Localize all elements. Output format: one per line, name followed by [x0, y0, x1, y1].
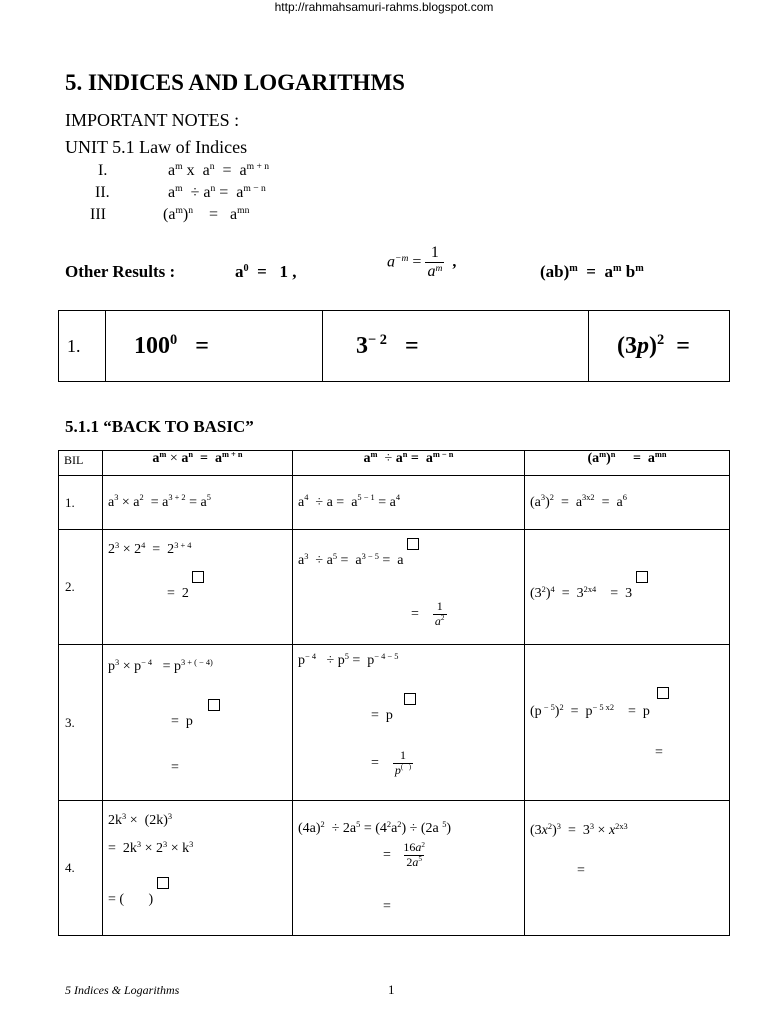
example-q1: $100^0$ =	[106, 311, 323, 382]
row-4-col2: $(4a)^2 \div 2a^5 = (4^2a^2) \div (2a$ $^5$) = $\frac{16a^2}{2a^5}$ =	[293, 801, 525, 936]
row-2-col3: $(3^2)^4 = 3^{2x4}$ = 3	[525, 530, 730, 645]
table-row	[59, 476, 730, 530]
law-1-num: I.	[98, 162, 108, 179]
footer-title: 5 Indices & Logarithms	[65, 983, 180, 997]
row-4-col3: $(3x^2)^3 = 3^3 \times x^{2x3}$ =	[525, 801, 730, 936]
header-bil: BIL	[59, 451, 103, 476]
row-1-col3: $(a^3)^2 = a^{3x2} = a^6$	[525, 476, 730, 530]
result-zero-power: $a^0 = 1$ ,	[235, 262, 297, 281]
example-table	[58, 310, 730, 382]
row-3-col3: (p $^{- 5})^2 = p^{- 5 x2}$ = p =	[525, 645, 730, 801]
header-col3: $(a^m)^n$ = $a^{mn}$	[525, 451, 730, 476]
row-2-col2: $a^3 \div a^5 = a^{3 - 5} = a$ = $\frac{1}{a^2}$	[293, 530, 525, 645]
row-2-num: 2.	[59, 530, 103, 645]
example-num: 1.	[59, 311, 106, 382]
unit-label: UNIT 5.1 Law of Indices	[65, 137, 248, 157]
section-title: 5.1.1 “BACK TO BASIC”	[65, 417, 254, 436]
law-2-num: II.	[95, 184, 110, 201]
table-row	[59, 801, 730, 936]
row-4-col1: $2k^3 \times (2k)^3$ = $2k^3 \times 2^3 \times k^3$ = ( )	[103, 801, 293, 936]
notes-label: IMPORTANT NOTES :	[65, 110, 240, 130]
law-3-num: III	[90, 206, 106, 223]
row-3-col1: $p^3 \times p^{- 4} = p^{3 + ( - 4)}$ = p =	[103, 645, 293, 801]
table-row	[59, 530, 730, 645]
table-row	[59, 645, 730, 801]
header-col2: $a^m \div a^n = a^{m - n}$	[293, 451, 525, 476]
row-4-num: 4.	[59, 801, 103, 936]
row-2-col1: $2^3 \times 2^4 = 2^{3 + 4}$ = 2	[103, 530, 293, 645]
example-q2: $3^{- 2}$ =	[323, 311, 589, 382]
row-1-col2: $a^4 \div a = a^{5 - 1} = a^4$	[293, 476, 525, 530]
row-3-num: 3.	[59, 645, 103, 801]
result-negative-power: $a^{-m}$ = $\frac{1}{a^m}$ ,	[387, 244, 457, 281]
source-url: http://rahmahsamuri-rahms.blogspot.com	[274, 0, 494, 14]
page-title: 5. INDICES AND LOGARITHMS	[65, 70, 405, 95]
back-to-basic-table	[58, 450, 730, 936]
example-q3: $(3p)^2$ =	[589, 311, 730, 382]
law-1: $a^m$ x $a^n = a^{m + n}$	[168, 161, 270, 179]
header-col1: $a^m \times a^n = a^{m + n}$	[103, 451, 293, 476]
law-3: $(a^m)^n$ = $a^{mn}$	[163, 205, 250, 223]
row-3-col2: $p^{- 4} \div p^5 = p^{- 4 - 5}$ = p = $\frac{1}{p^{( )}}$	[293, 645, 525, 801]
row-1-col1: $a^3 \times a^2 = a^{3 + 2} = a^5$	[103, 476, 293, 530]
other-results-label: Other Results :	[65, 262, 176, 281]
law-2: $a^m \div a^n = a^{m - n}$	[168, 183, 266, 201]
row-1-num: 1.	[59, 476, 103, 530]
page-number: 1	[388, 982, 395, 997]
result-product-power: $(ab)^m = a^m$ $b^m$	[540, 262, 644, 281]
